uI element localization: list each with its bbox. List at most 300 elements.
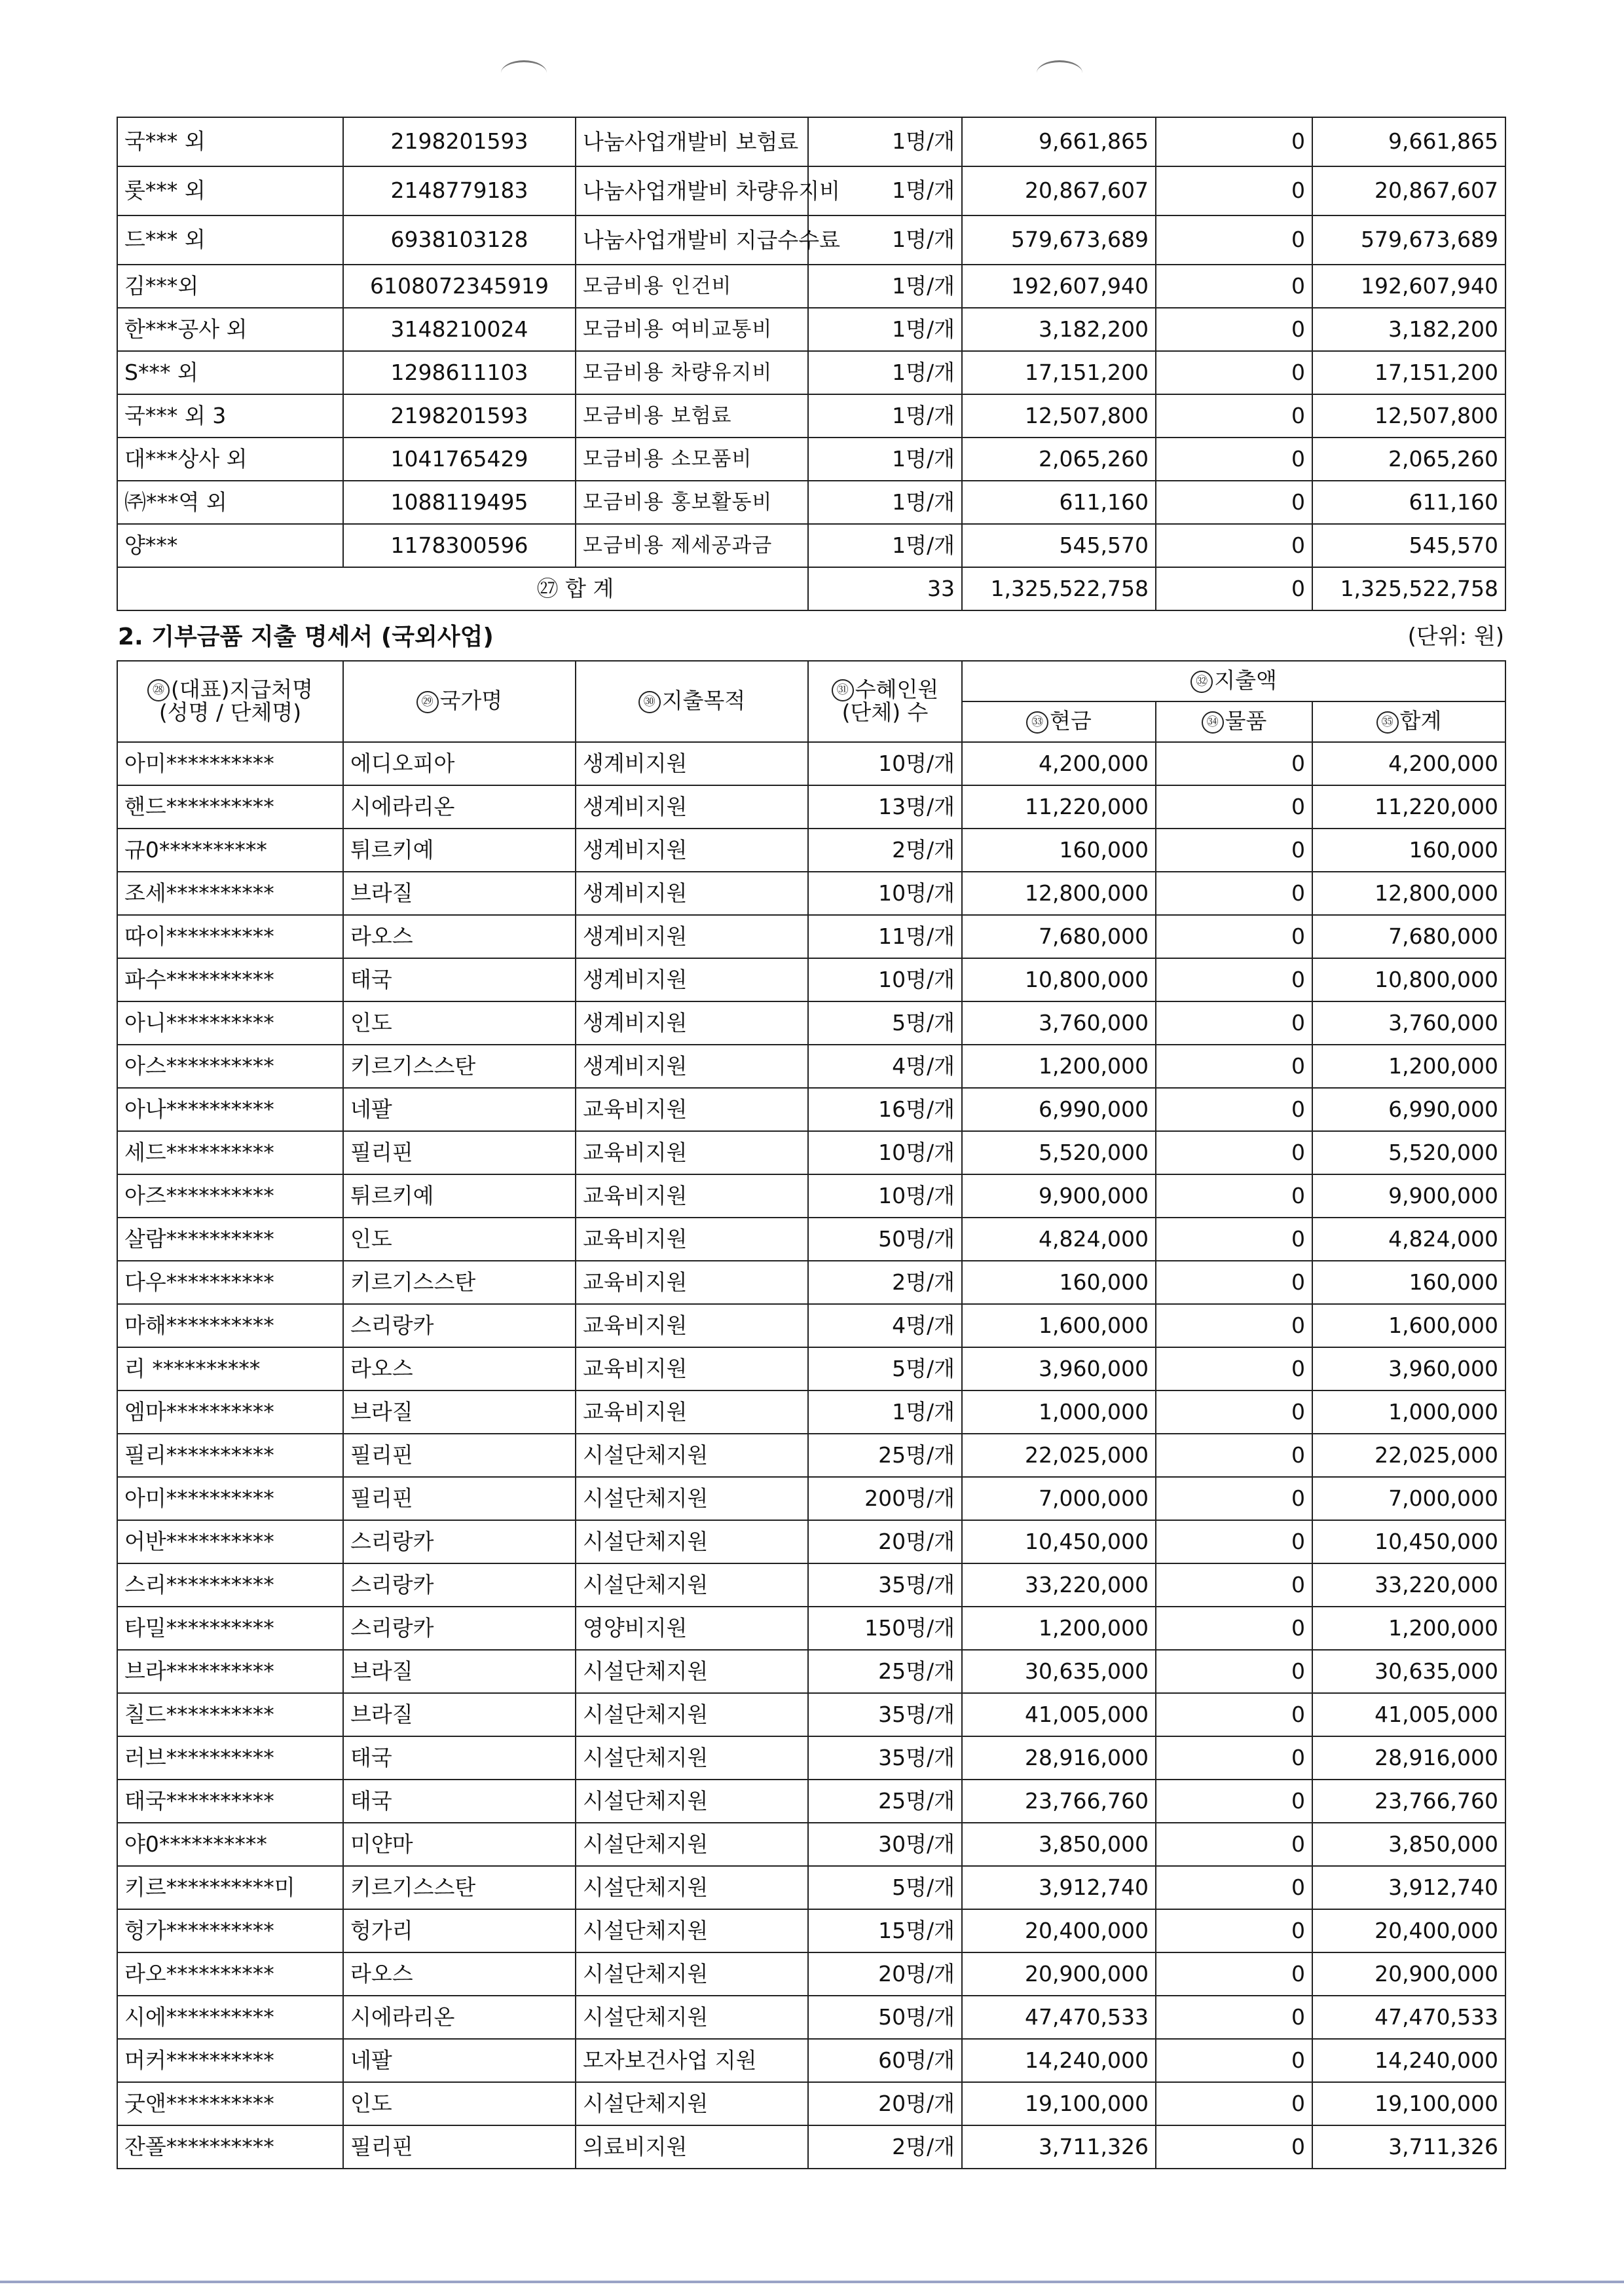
sum-amount: 1,600,000 [1312, 1304, 1505, 1347]
purpose: 교육비지원 [576, 1131, 808, 1174]
sum-amount: 28,916,000 [1312, 1736, 1505, 1780]
payee-name: 스리********** [117, 1563, 343, 1607]
goods-amount: 0 [1156, 215, 1312, 265]
goods-amount: 0 [1156, 265, 1312, 308]
overseas-expense-table [117, 660, 1506, 2169]
table-row [117, 351, 1505, 394]
cash-amount: 30,635,000 [962, 1650, 1156, 1693]
sum-amount: 9,661,865 [1312, 117, 1505, 166]
beneficiary-count: 1명/개 [808, 524, 962, 567]
cash-amount: 545,570 [962, 524, 1156, 567]
payee-name: 시에********** [117, 1996, 343, 2039]
country: 시에라리온 [343, 1996, 576, 2039]
purpose: 생계비지원 [576, 958, 808, 1001]
goods-amount: 0 [1156, 1952, 1312, 1996]
goods-amount: 0 [1156, 1780, 1312, 1823]
goods-amount: 0 [1156, 1563, 1312, 1607]
purpose: 시설단체지원 [576, 1780, 808, 1823]
header-purpose-num: ㉚ [638, 691, 661, 713]
sum-amount: 3,182,200 [1312, 308, 1505, 351]
payee-name: 롯*** 외 [117, 166, 343, 215]
cash-amount: 1,600,000 [962, 1304, 1156, 1347]
header-cash-label: 현금 [1050, 708, 1092, 734]
country: 브라질 [343, 872, 576, 915]
business-number: 1088119495 [343, 481, 576, 524]
domestic-expense-table [117, 117, 1506, 611]
goods-amount: 0 [1156, 1131, 1312, 1174]
beneficiary-count: 60명/개 [808, 2039, 962, 2082]
sum-amount: 3,912,740 [1312, 1866, 1505, 1909]
header-sum [1312, 701, 1505, 742]
cash-amount: 2,065,260 [962, 438, 1156, 481]
payee-name: 마해********** [117, 1304, 343, 1347]
beneficiary-count: 35명/개 [808, 1736, 962, 1780]
table-row [117, 308, 1505, 351]
country: 라오스 [343, 1347, 576, 1390]
cash-amount: 7,000,000 [962, 1477, 1156, 1520]
header-purpose [576, 661, 808, 742]
beneficiary-count: 10명/개 [808, 958, 962, 1001]
cash-amount: 22,025,000 [962, 1434, 1156, 1477]
sum-amount: 12,800,000 [1312, 872, 1505, 915]
purpose: 교육비지원 [576, 1390, 808, 1434]
cash-amount: 9,900,000 [962, 1174, 1156, 1218]
table-row [117, 1304, 1505, 1347]
goods-amount: 0 [1156, 1650, 1312, 1693]
beneficiary-count: 35명/개 [808, 1693, 962, 1736]
cash-amount: 7,680,000 [962, 915, 1156, 958]
goods-amount: 0 [1156, 394, 1312, 438]
purpose: 모금비용 인건비 [576, 265, 808, 308]
header-amount [962, 661, 1505, 701]
goods-amount: 0 [1156, 1347, 1312, 1390]
purpose: 시설단체지원 [576, 1823, 808, 1866]
payee-name: 국*** 외 [117, 117, 343, 166]
purpose: 모자보건사업 지원 [576, 2039, 808, 2082]
purpose: 시설단체지원 [576, 1434, 808, 1477]
cash-amount: 160,000 [962, 829, 1156, 872]
cash-amount: 17,151,200 [962, 351, 1156, 394]
country: 스리랑카 [343, 1304, 576, 1347]
payee-name: 한***공사 외 [117, 308, 343, 351]
country: 필리핀 [343, 1477, 576, 1520]
payee-name: 아즈********** [117, 1174, 343, 1218]
cash-amount: 3,182,200 [962, 308, 1156, 351]
cash-amount: 4,824,000 [962, 1218, 1156, 1261]
payee-name: 리 ********** [117, 1347, 343, 1390]
beneficiary-count: 5명/개 [808, 1001, 962, 1045]
business-number: 2198201593 [343, 394, 576, 438]
beneficiary-count: 25명/개 [808, 1650, 962, 1693]
cash-amount: 611,160 [962, 481, 1156, 524]
table-row [117, 742, 1505, 785]
cash-amount: 11,220,000 [962, 785, 1156, 829]
sum-amount: 5,520,000 [1312, 1131, 1505, 1174]
beneficiary-count: 2명/개 [808, 2125, 962, 2169]
business-number: 1041765429 [343, 438, 576, 481]
purpose: 모금비용 여비교통비 [576, 308, 808, 351]
payee-name: 야0********** [117, 1823, 343, 1866]
purpose: 모금비용 제세공과금 [576, 524, 808, 567]
country: 에디오피아 [343, 742, 576, 785]
purpose: 모금비용 보험료 [576, 394, 808, 438]
table-row [117, 215, 1505, 265]
cash-amount: 23,766,760 [962, 1780, 1156, 1823]
purpose: 모금비용 소모품비 [576, 438, 808, 481]
payee-name: 대***상사 외 [117, 438, 343, 481]
country: 태국 [343, 958, 576, 1001]
country: 네팔 [343, 1088, 576, 1131]
purpose: 교육비지원 [576, 1218, 808, 1261]
cash-amount: 3,711,326 [962, 2125, 1156, 2169]
country: 튀르키예 [343, 1174, 576, 1218]
cash-amount: 33,220,000 [962, 1563, 1156, 1607]
table-row [117, 1996, 1505, 2039]
purpose: 교육비지원 [576, 1088, 808, 1131]
payee-name: 아스********** [117, 1045, 343, 1088]
purpose: 생계비지원 [576, 1001, 808, 1045]
country: 필리핀 [343, 1131, 576, 1174]
beneficiary-count: 2명/개 [808, 829, 962, 872]
beneficiary-count: 1명/개 [808, 308, 962, 351]
beneficiary-count: 10명/개 [808, 872, 962, 915]
sum-amount: 1,200,000 [1312, 1045, 1505, 1088]
cash-amount: 20,400,000 [962, 1909, 1156, 1952]
goods-amount: 0 [1156, 1390, 1312, 1434]
sum-amount: 3,960,000 [1312, 1347, 1505, 1390]
sum-amount: 7,000,000 [1312, 1477, 1505, 1520]
beneficiary-count: 200명/개 [808, 1477, 962, 1520]
country: 스리랑카 [343, 1520, 576, 1563]
table-row [117, 958, 1505, 1001]
total-spacer [117, 567, 343, 610]
payee-name: 세드********** [117, 1131, 343, 1174]
country: 브라질 [343, 1650, 576, 1693]
table-row [117, 394, 1505, 438]
table-row [117, 829, 1505, 872]
goods-amount: 0 [1156, 785, 1312, 829]
payee-name: 엠마********** [117, 1390, 343, 1434]
table-row [117, 1347, 1505, 1390]
beneficiary-count: 1명/개 [808, 481, 962, 524]
sum-amount: 22,025,000 [1312, 1434, 1505, 1477]
sum-amount: 17,151,200 [1312, 351, 1505, 394]
payee-name: 필리********** [117, 1434, 343, 1477]
beneficiary-count: 50명/개 [808, 1218, 962, 1261]
header-count [808, 661, 962, 742]
payee-name: S*** 외 [117, 351, 343, 394]
goods-amount: 0 [1156, 166, 1312, 215]
beneficiary-count: 30명/개 [808, 1823, 962, 1866]
country: 인도 [343, 1001, 576, 1045]
cash-amount: 20,900,000 [962, 1952, 1156, 1996]
purpose: 시설단체지원 [576, 1477, 808, 1520]
sum-amount: 611,160 [1312, 481, 1505, 524]
payee-name: 국*** 외 3 [117, 394, 343, 438]
purpose: 교육비지원 [576, 1174, 808, 1218]
beneficiary-count: 5명/개 [808, 1866, 962, 1909]
beneficiary-count: 2명/개 [808, 1261, 962, 1304]
business-number: 6108072345919 [343, 265, 576, 308]
payee-name: 잔폴********** [117, 2125, 343, 2169]
sum-amount: 1,200,000 [1312, 1607, 1505, 1650]
payee-name: 러브********** [117, 1736, 343, 1780]
cash-amount: 4,200,000 [962, 742, 1156, 785]
cash-amount: 19,100,000 [962, 2082, 1156, 2125]
sum-amount: 1,000,000 [1312, 1390, 1505, 1434]
beneficiary-count: 1명/개 [808, 394, 962, 438]
total-count: 33 [808, 567, 962, 610]
country: 라오스 [343, 915, 576, 958]
payee-name: 아니********** [117, 1001, 343, 1045]
beneficiary-count: 4명/개 [808, 1045, 962, 1088]
scan-edge-line [0, 2281, 1624, 2283]
payee-name: 헝가********** [117, 1909, 343, 1952]
sum-amount: 2,065,260 [1312, 438, 1505, 481]
goods-amount: 0 [1156, 1607, 1312, 1650]
sum-amount: 6,990,000 [1312, 1088, 1505, 1131]
sum-amount: 10,800,000 [1312, 958, 1505, 1001]
goods-amount: 0 [1156, 1001, 1312, 1045]
goods-amount: 0 [1156, 1045, 1312, 1088]
purpose: 시설단체지원 [576, 1909, 808, 1952]
purpose: 시설단체지원 [576, 1866, 808, 1909]
country: 키르기스스탄 [343, 1045, 576, 1088]
purpose: 교육비지원 [576, 1261, 808, 1304]
purpose: 생계비지원 [576, 785, 808, 829]
country: 라오스 [343, 1952, 576, 1996]
total-sum: 1,325,522,758 [1312, 567, 1505, 610]
purpose: 나눔사업개발비 지급수수료 [576, 215, 808, 265]
payee-name: 브라********** [117, 1650, 343, 1693]
cash-amount: 10,450,000 [962, 1520, 1156, 1563]
goods-amount: 0 [1156, 1174, 1312, 1218]
table-row [117, 915, 1505, 958]
goods-amount: 0 [1156, 1434, 1312, 1477]
goods-amount: 0 [1156, 117, 1312, 166]
table-row [117, 524, 1505, 567]
purpose: 생계비지원 [576, 1045, 808, 1088]
beneficiary-count: 1명/개 [808, 1390, 962, 1434]
country: 스리랑카 [343, 1563, 576, 1607]
sum-amount: 4,824,000 [1312, 1218, 1505, 1261]
sum-amount: 3,711,326 [1312, 2125, 1505, 2169]
beneficiary-count: 35명/개 [808, 1563, 962, 1607]
goods-amount: 0 [1156, 524, 1312, 567]
header-goods-num: ㉞ [1202, 711, 1224, 734]
header-payee [117, 661, 343, 742]
table-row [117, 1088, 1505, 1131]
purpose: 시설단체지원 [576, 1736, 808, 1780]
header-sum-num: ㉟ [1376, 711, 1399, 734]
sum-amount: 33,220,000 [1312, 1563, 1505, 1607]
punch-hole-right [1037, 60, 1082, 86]
payee-name: 키르**********미 [117, 1866, 343, 1909]
total-goods: 0 [1156, 567, 1312, 610]
beneficiary-count: 50명/개 [808, 1996, 962, 2039]
business-number: 2148779183 [343, 166, 576, 215]
payee-name: 양*** [117, 524, 343, 567]
payee-name: 어반********** [117, 1520, 343, 1563]
cash-amount: 12,800,000 [962, 872, 1156, 915]
beneficiary-count: 20명/개 [808, 1952, 962, 1996]
table-row [117, 2125, 1505, 2169]
header-country-label: 국가명 [439, 688, 503, 714]
unit-label: (단위: 원) [1407, 624, 1504, 650]
beneficiary-count: 1명/개 [808, 438, 962, 481]
country: 헝가리 [343, 1909, 576, 1952]
cash-amount: 14,240,000 [962, 2039, 1156, 2082]
cash-amount: 6,990,000 [962, 1088, 1156, 1131]
sum-amount: 30,635,000 [1312, 1650, 1505, 1693]
cash-amount: 20,867,607 [962, 166, 1156, 215]
header-payee-line1: (대표)지급처명 [170, 676, 314, 702]
purpose: 모금비용 홍보활동비 [576, 481, 808, 524]
country: 필리핀 [343, 1434, 576, 1477]
table-row [117, 1131, 1505, 1174]
header-amount-num: ㉜ [1190, 671, 1213, 693]
header-goods-label: 물품 [1225, 708, 1267, 734]
table-row [117, 1823, 1505, 1866]
table-row [117, 1520, 1505, 1563]
beneficiary-count: 15명/개 [808, 1909, 962, 1952]
goods-amount: 0 [1156, 2125, 1312, 2169]
table-row [117, 2082, 1505, 2125]
header-sum-label: 합계 [1399, 708, 1442, 734]
goods-amount: 0 [1156, 481, 1312, 524]
sum-amount: 160,000 [1312, 1261, 1505, 1304]
beneficiary-count: 13명/개 [808, 785, 962, 829]
payee-name: 태국********** [117, 1780, 343, 1823]
country: 미얀마 [343, 1823, 576, 1866]
purpose: 의료비지원 [576, 2125, 808, 2169]
punch-hole-left [501, 60, 547, 86]
cash-amount: 12,507,800 [962, 394, 1156, 438]
goods-amount: 0 [1156, 1261, 1312, 1304]
cash-amount: 579,673,689 [962, 215, 1156, 265]
header-count-line1: 수혜인원 [855, 676, 939, 702]
header-goods [1156, 701, 1312, 742]
cash-amount: 5,520,000 [962, 1131, 1156, 1174]
country: 브라질 [343, 1693, 576, 1736]
sum-amount: 14,240,000 [1312, 2039, 1505, 2082]
table-row [117, 1909, 1505, 1952]
business-number: 1178300596 [343, 524, 576, 567]
cash-amount: 28,916,000 [962, 1736, 1156, 1780]
country: 스리랑카 [343, 1607, 576, 1650]
header-purpose-label: 지출목적 [661, 688, 746, 714]
beneficiary-count: 16명/개 [808, 1088, 962, 1131]
table-row [117, 1650, 1505, 1693]
beneficiary-count: 20명/개 [808, 1520, 962, 1563]
payee-name: 굿앤********** [117, 2082, 343, 2125]
goods-amount: 0 [1156, 2082, 1312, 2125]
sum-amount: 160,000 [1312, 829, 1505, 872]
beneficiary-count: 4명/개 [808, 1304, 962, 1347]
goods-amount: 0 [1156, 1736, 1312, 1780]
purpose: 시설단체지원 [576, 2082, 808, 2125]
country: 네팔 [343, 2039, 576, 2082]
total-cash: 1,325,522,758 [962, 567, 1156, 610]
header-count-line2: (단체) 수 [841, 700, 929, 726]
payee-name: 규0********** [117, 829, 343, 872]
payee-name: 파수********** [117, 958, 343, 1001]
header-cash-num: ㉝ [1026, 711, 1048, 734]
header-payee-num: ㉘ [147, 679, 170, 701]
cash-amount: 3,960,000 [962, 1347, 1156, 1390]
payee-name: 김***외 [117, 265, 343, 308]
table-row [117, 1780, 1505, 1823]
table-row [117, 785, 1505, 829]
table-row [117, 1952, 1505, 1996]
beneficiary-count: 150명/개 [808, 1607, 962, 1650]
payee-name: 아미********** [117, 1477, 343, 1520]
sum-amount: 545,570 [1312, 524, 1505, 567]
payee-name: 따이********** [117, 915, 343, 958]
table-row [117, 1693, 1505, 1736]
purpose: 생계비지원 [576, 829, 808, 872]
purpose: 생계비지원 [576, 915, 808, 958]
purpose: 교육비지원 [576, 1347, 808, 1390]
header-count-num: ㉛ [832, 679, 854, 701]
beneficiary-count: 1명/개 [808, 215, 962, 265]
sum-amount: 192,607,940 [1312, 265, 1505, 308]
purpose: 시설단체지원 [576, 1996, 808, 2039]
payee-name: 아나********** [117, 1088, 343, 1131]
purpose: 생계비지원 [576, 742, 808, 785]
purpose: 시설단체지원 [576, 1520, 808, 1563]
payee-name: ㈜***역 외 [117, 481, 343, 524]
cash-amount: 160,000 [962, 1261, 1156, 1304]
beneficiary-count: 25명/개 [808, 1434, 962, 1477]
payee-name: 라오********** [117, 1952, 343, 1996]
sum-amount: 9,900,000 [1312, 1174, 1505, 1218]
sum-amount: 23,766,760 [1312, 1780, 1505, 1823]
purpose: 시설단체지원 [576, 1563, 808, 1607]
payee-name: 드*** 외 [117, 215, 343, 265]
cash-amount: 1,200,000 [962, 1045, 1156, 1088]
header-country [343, 661, 576, 742]
business-number: 1298611103 [343, 351, 576, 394]
country: 튀르키예 [343, 829, 576, 872]
sum-amount: 3,760,000 [1312, 1001, 1505, 1045]
payee-name: 아미********** [117, 742, 343, 785]
beneficiary-count: 1명/개 [808, 117, 962, 166]
table-row [117, 1434, 1505, 1477]
business-number: 2198201593 [343, 117, 576, 166]
purpose: 시설단체지원 [576, 1650, 808, 1693]
sum-amount: 20,400,000 [1312, 1909, 1505, 1952]
goods-amount: 0 [1156, 438, 1312, 481]
cash-amount: 1,000,000 [962, 1390, 1156, 1434]
header-row-1 [117, 661, 1505, 701]
header-country-num: ㉙ [416, 691, 439, 713]
purpose: 생계비지원 [576, 872, 808, 915]
table-row [117, 1045, 1505, 1088]
goods-amount: 0 [1156, 308, 1312, 351]
goods-amount: 0 [1156, 872, 1312, 915]
table-row [117, 2039, 1505, 2082]
sum-amount: 41,005,000 [1312, 1693, 1505, 1736]
table-row [117, 1563, 1505, 1607]
table-row [117, 1477, 1505, 1520]
cash-amount: 3,912,740 [962, 1866, 1156, 1909]
beneficiary-count: 1명/개 [808, 166, 962, 215]
table-row [117, 1001, 1505, 1045]
purpose: 시설단체지원 [576, 1693, 808, 1736]
payee-name: 조세********** [117, 872, 343, 915]
country: 인도 [343, 1218, 576, 1261]
